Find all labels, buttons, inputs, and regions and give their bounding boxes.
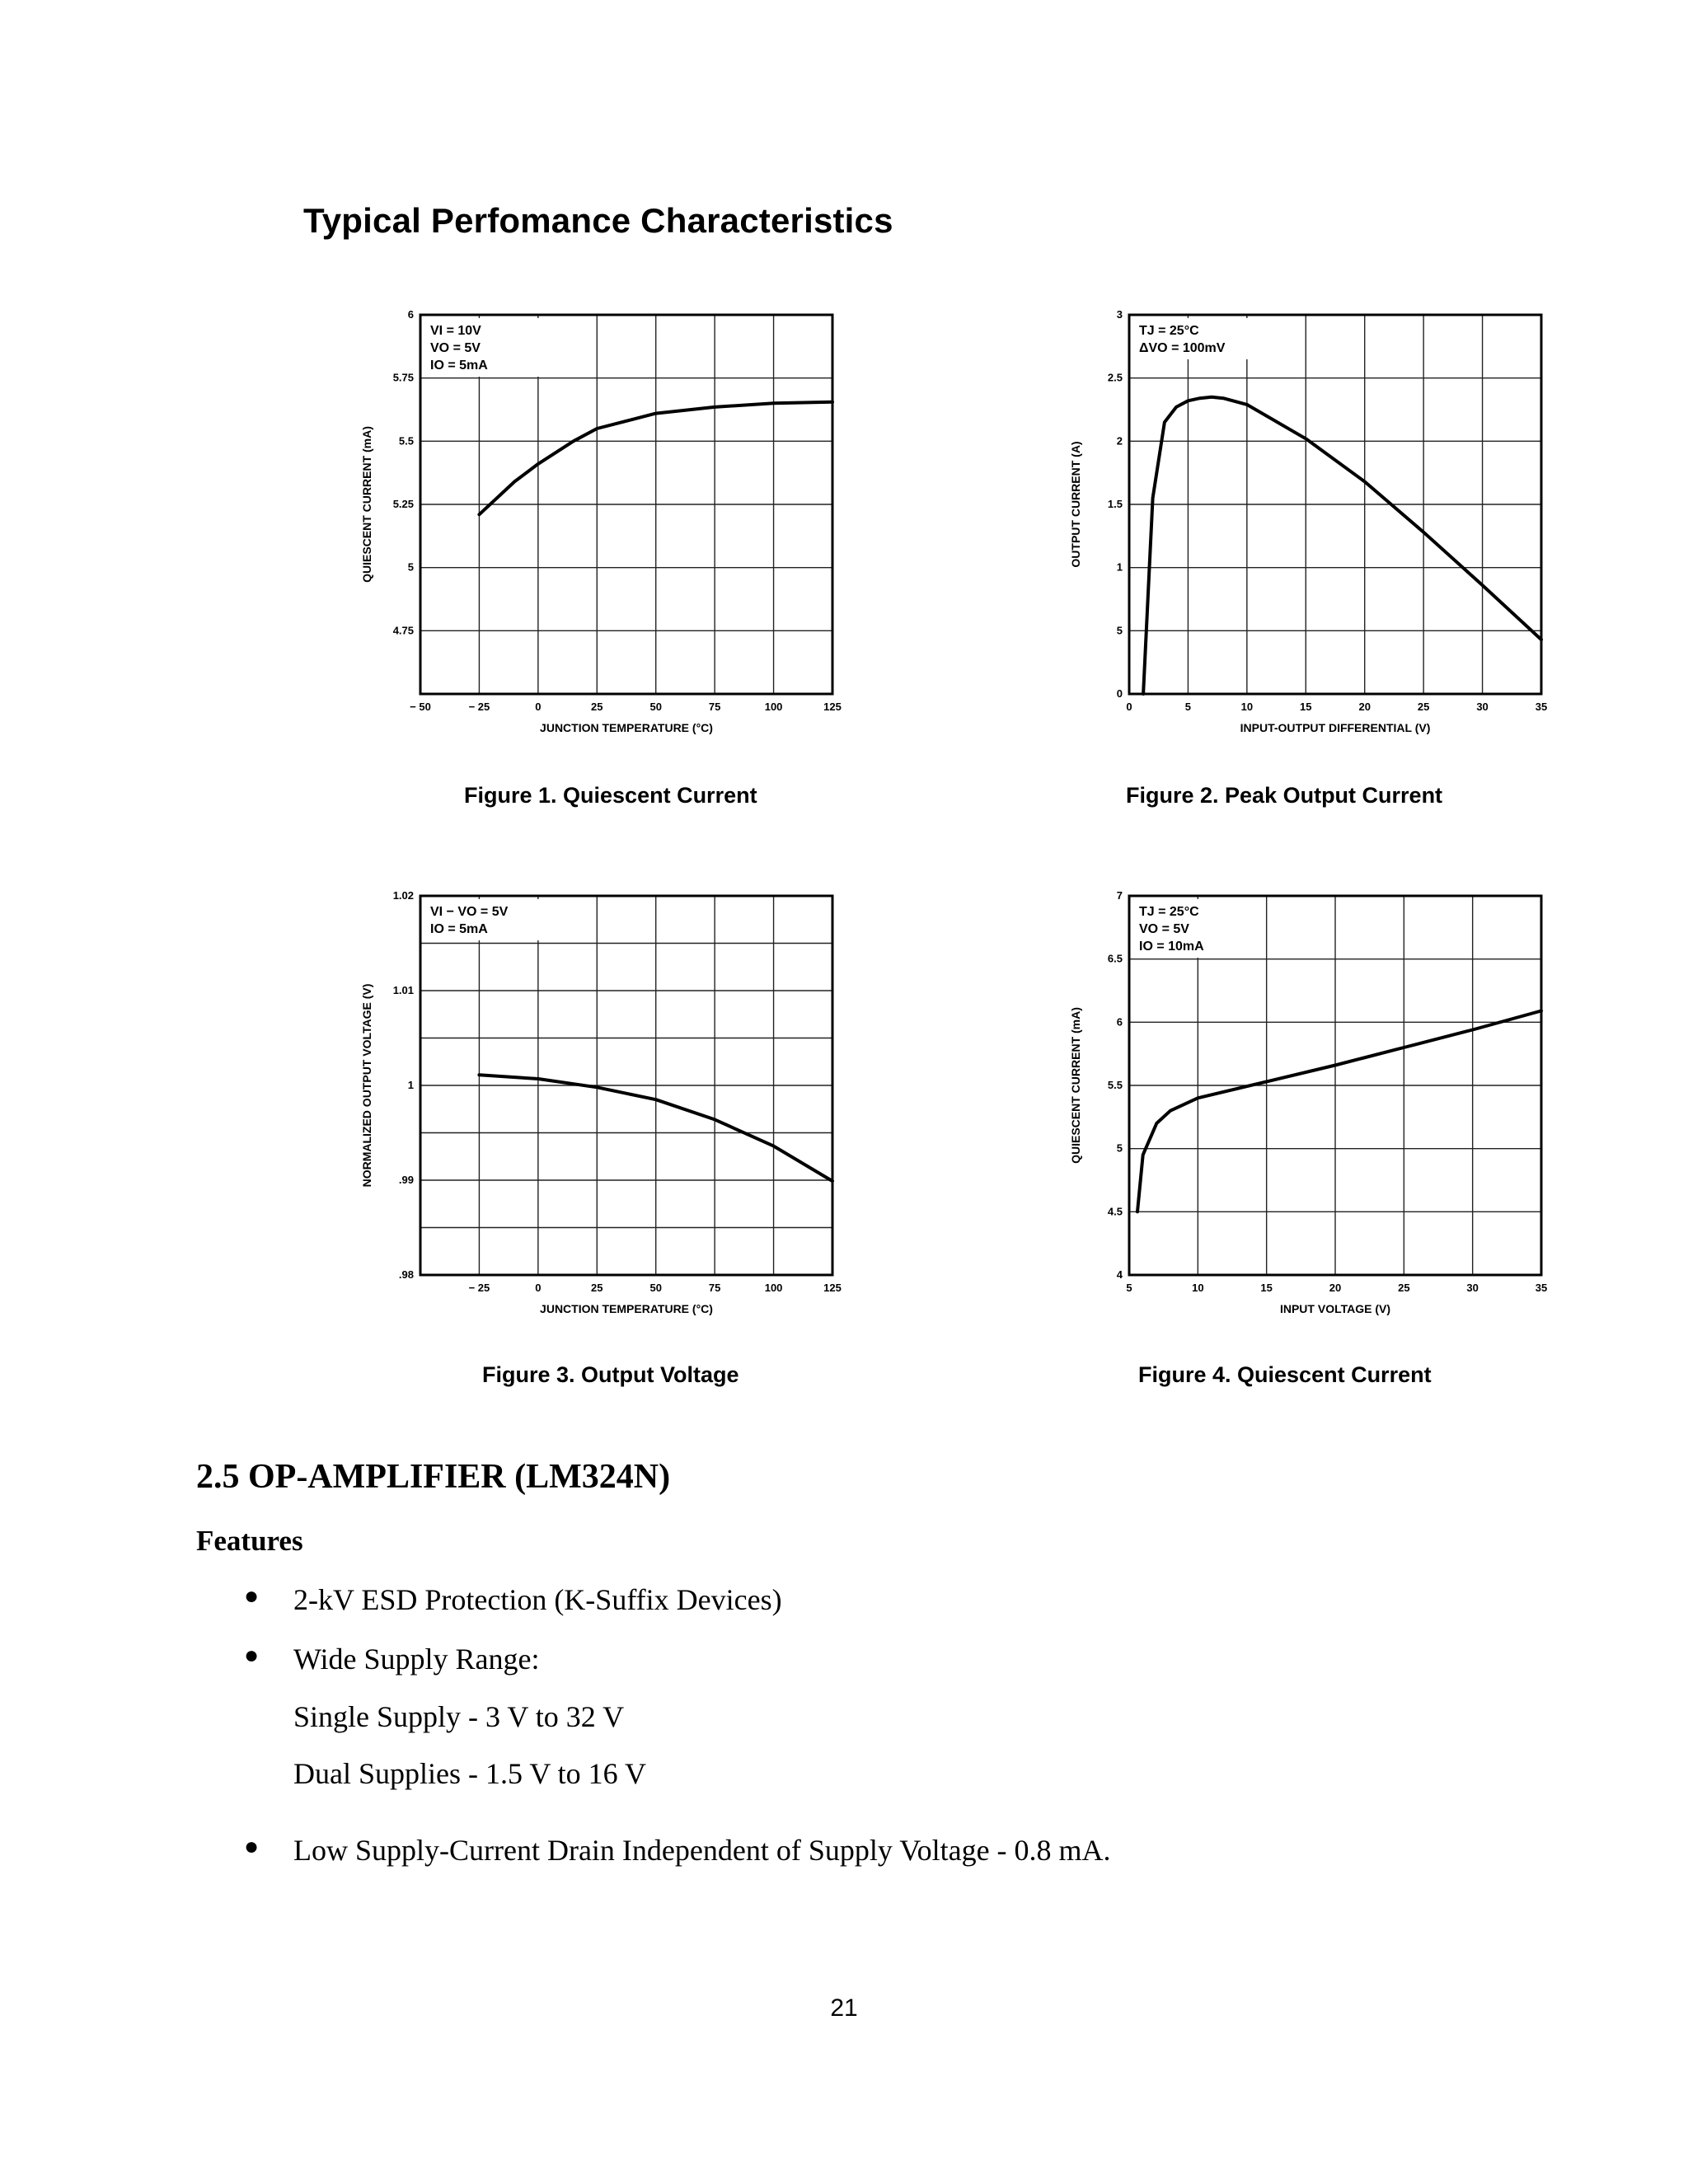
bullet-icon: ● (244, 1642, 260, 1669)
bullet-icon: ● (244, 1833, 260, 1860)
y-axis-label: NORMALIZED OUTPUT VOLTAGE (V) (360, 983, 373, 1188)
features-heading: Features (196, 1525, 303, 1557)
section-title: Typical Perfomance Characteristics (303, 201, 893, 240)
x-tick-label: 75 (708, 1282, 721, 1294)
x-tick-label: 75 (708, 701, 721, 713)
x-tick-label: 10 (1240, 701, 1254, 713)
x-tick-label: 15 (1260, 1282, 1273, 1294)
y-axis-label: QUIESCENT CURRENT (mA) (1069, 1007, 1082, 1164)
condition-label: IO = 10mA (1139, 940, 1204, 954)
y-tick-label: .99 (398, 1174, 414, 1186)
x-axis-label: JUNCTION TEMPERATURE (°C) (540, 721, 713, 734)
bullet-icon: ● (244, 1582, 260, 1610)
feature-text: Low Supply-Current Drain Independent of Supply Voltage - 0.8 mA. (293, 1834, 1111, 1867)
x-tick-label: − 25 (468, 1282, 490, 1294)
dual-supply-line: Dual Supplies - 1.5 V to 16 V (293, 1757, 647, 1790)
x-tick-label: 10 (1192, 1282, 1204, 1294)
y-tick-label: 5 (1116, 1141, 1123, 1155)
y-tick-label: 5.5 (398, 434, 414, 448)
chart-peak-output-current (1063, 305, 1574, 750)
chart-2-svg (1063, 305, 1574, 750)
chart-3-svg (354, 886, 865, 1331)
y-tick-label: 6.5 (1107, 952, 1123, 965)
x-tick-label: 0 (1126, 701, 1132, 713)
y-tick-label: 5 (1116, 624, 1123, 637)
chart-4-svg (1063, 886, 1574, 1331)
chart-quiescent-current-vs-input-voltage (1063, 886, 1574, 1331)
figure-3-caption: Figure 3. Output Voltage (482, 1362, 739, 1387)
y-tick-label: 1 (1116, 560, 1123, 574)
x-tick-label: 30 (1466, 1282, 1479, 1294)
x-axis-label: INPUT VOLTAGE (V) (1279, 1302, 1391, 1315)
x-tick-label: 25 (1398, 1282, 1410, 1294)
y-tick-label: 4.5 (1107, 1205, 1123, 1218)
y-tick-label: 6 (407, 308, 414, 321)
list-item (244, 1833, 1111, 1868)
y-tick-label: 4.75 (392, 624, 414, 637)
chart-output-voltage (354, 886, 865, 1331)
x-axis-label: JUNCTION TEMPERATURE (°C) (540, 1302, 713, 1315)
condition-label: IO = 5mA (430, 359, 488, 373)
y-tick-label: 3 (1116, 308, 1123, 321)
y-tick-label: 0 (1116, 687, 1123, 700)
chart-quiescent-current-vs-temperature (354, 305, 865, 750)
x-tick-label: 100 (764, 1282, 783, 1294)
x-tick-label: 50 (649, 1282, 662, 1294)
y-tick-label: .98 (398, 1268, 414, 1281)
y-tick-label: 5.25 (392, 498, 414, 510)
page-number: 21 (830, 1994, 858, 2022)
figure-1-caption: Figure 1. Quiescent Current (464, 783, 757, 808)
x-tick-label: − 25 (468, 701, 490, 713)
feature-text: 2-kV ESD Protection (K-Suffix Devices) (293, 1583, 782, 1616)
y-tick-label: 2.5 (1107, 371, 1123, 384)
y-tick-label: 7 (1116, 889, 1123, 902)
y-tick-label: 6 (1116, 1015, 1123, 1029)
condition-label: VI = 10V (430, 324, 481, 338)
x-tick-label: 125 (823, 701, 842, 713)
y-tick-label: 1.5 (1107, 498, 1123, 510)
figure-2-caption: Figure 2. Peak Output Current (1126, 783, 1443, 808)
single-supply-line: Single Supply - 3 V to 32 V (293, 1700, 625, 1733)
x-tick-label: 125 (823, 1282, 842, 1294)
condition-label: VO = 5V (1139, 922, 1189, 936)
y-tick-label: 2 (1116, 434, 1123, 448)
x-tick-label: 20 (1329, 1282, 1342, 1294)
chart-1-svg (354, 305, 865, 750)
x-tick-label: 5 (1126, 1282, 1132, 1294)
y-tick-label: 1.02 (392, 889, 414, 902)
feature-text: Wide Supply Range: (293, 1643, 540, 1675)
x-tick-label: 50 (649, 701, 662, 713)
x-tick-label: 20 (1358, 701, 1371, 713)
condition-label: TJ = 25°C (1139, 905, 1199, 919)
x-tick-label: 25 (591, 1282, 603, 1294)
x-tick-label: 15 (1300, 701, 1312, 713)
x-tick-label: 0 (535, 1282, 542, 1294)
condition-label: VI − VO = 5V (430, 905, 509, 919)
y-tick-label: 1.01 (392, 984, 414, 996)
y-tick-label: 4 (1116, 1268, 1123, 1281)
condition-label: VO = 5V (430, 341, 481, 355)
x-tick-label: 100 (764, 701, 783, 713)
y-tick-label: 5.5 (1107, 1079, 1123, 1091)
condition-label: TJ = 25°C (1139, 324, 1199, 338)
y-tick-label: 1 (407, 1079, 414, 1091)
y-tick-label: 5 (407, 560, 414, 574)
figure-4-caption: Figure 4. Quiescent Current (1138, 1362, 1432, 1387)
x-tick-label: 30 (1476, 701, 1489, 713)
list-item (244, 1582, 782, 1617)
x-tick-label: 5 (1184, 701, 1192, 713)
y-axis-label: QUIESCENT CURRENT (mA) (360, 426, 373, 583)
y-axis-label: OUTPUT CURRENT (A) (1069, 441, 1082, 568)
op-amp-heading: 2.5 OP-AMPLIFIER (LM324N) (196, 1458, 671, 1496)
x-tick-label: 25 (1417, 701, 1430, 713)
x-tick-label: 35 (1535, 701, 1548, 713)
list-item (244, 1642, 540, 1676)
y-tick-label: 5.75 (392, 371, 414, 384)
x-tick-label: − 50 (410, 701, 431, 713)
x-tick-label: 0 (535, 701, 542, 713)
condition-label: IO = 5mA (430, 922, 488, 936)
x-tick-label: 35 (1535, 1282, 1548, 1294)
condition-label: ΔVO = 100mV (1139, 341, 1226, 355)
x-tick-label: 25 (591, 701, 603, 713)
x-axis-label: INPUT-OUTPUT DIFFERENTIAL (V) (1240, 721, 1431, 734)
